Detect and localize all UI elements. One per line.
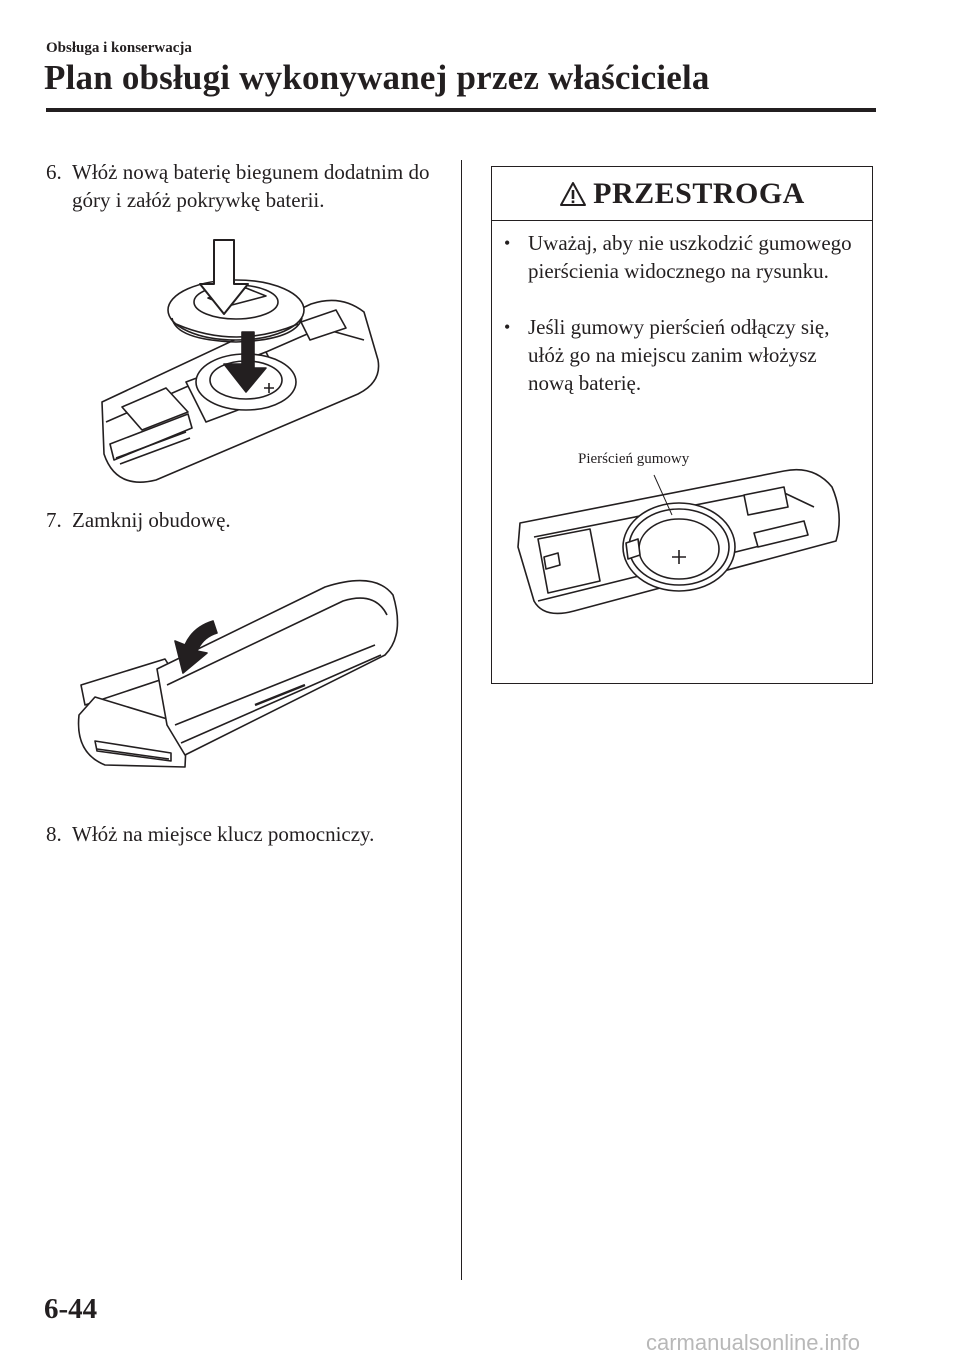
step-text: Włóż nową baterię biegunem dodatnim do góry i załóż pokrywkę baterii. — [72, 160, 430, 212]
caution-box — [491, 166, 873, 684]
title-rule — [46, 108, 876, 112]
warning-triangle-icon — [559, 181, 587, 207]
caution-item — [504, 313, 854, 403]
rubber-ring-label: Pierścień gumowy — [578, 451, 690, 467]
column-divider — [461, 160, 462, 1280]
step-8 — [46, 820, 466, 850]
bullet-icon: • — [504, 233, 511, 253]
bullet-icon: • — [504, 317, 511, 337]
caution-item — [504, 229, 854, 319]
caution-item-text: Jeśli gumowy pierścień odłączy się, ułóż go na miejscu zanim włożysz nową baterię. — [528, 315, 830, 395]
step-number: 8. — [46, 822, 62, 846]
step-6 — [46, 158, 466, 218]
caution-title: PRZESTROGA — [593, 176, 805, 210]
step-text: Zamknij obudowę. — [72, 508, 231, 532]
watermark: carmanualsonline.info — [646, 1330, 861, 1355]
battery-insert-illustration — [96, 232, 386, 487]
close-case-illustration — [75, 575, 405, 775]
caution-item-text: Uważaj, aby nie uszkodzić gumowego pierścienia widocznego na rysunku. — [528, 231, 852, 283]
step-number: 7. — [46, 508, 62, 532]
caution-header — [492, 167, 872, 221]
section-label: Obsługa i konserwacja — [46, 40, 192, 56]
step-text: Włóż na miejsce klucz pomocniczy. — [72, 822, 375, 846]
rubber-ring-illustration — [514, 451, 844, 621]
page-number: 6-44 — [44, 1293, 98, 1325]
step-number: 6. — [46, 160, 62, 184]
page-title: Plan obsługi wykonywanej przez właściciela — [44, 58, 710, 97]
step-7 — [46, 506, 466, 536]
